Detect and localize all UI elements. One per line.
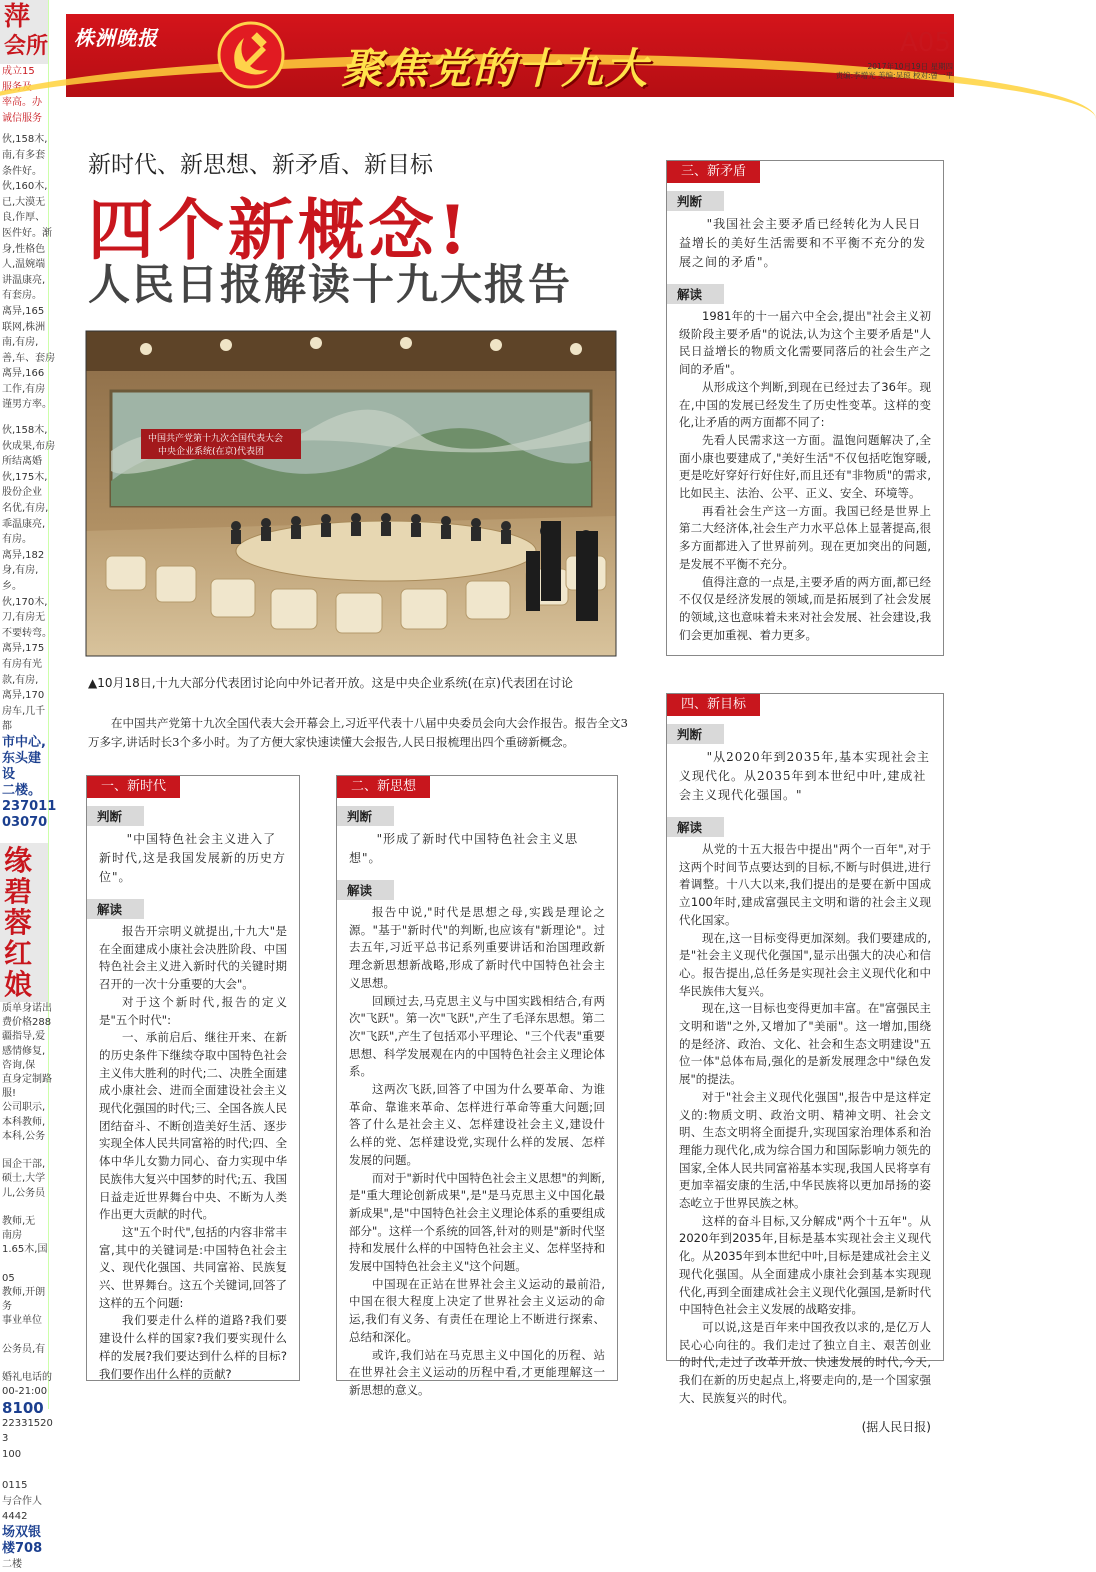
- ad-phone-2: 8100: [2, 1398, 44, 1417]
- source-credit: (据人民日报): [861, 1419, 931, 1434]
- ad-line: 成立15: [2, 66, 35, 77]
- news-photo: [86, 331, 616, 656]
- judge-text: "中国特色社会主义进入了新时代,这是我国发展新的历史方位"。: [99, 832, 286, 884]
- ad-line: 公务员,有: [2, 1343, 46, 1355]
- ad-line: 善,车、套房: [2, 352, 56, 364]
- ad-phone: 237011: [2, 798, 57, 814]
- ad-lines-d: [0, 1002, 52, 1400]
- ad-lines-e: [0, 1416, 53, 1525]
- ad-line: 房车,几千: [2, 705, 46, 717]
- body-paragraph: 现在,这一目标变得更加深刻。我们要建成的,是"社会主义现代化强国",显示出强大的决心和信心。报告提出,总任务是实现社会主义现代化和中华民族伟大复兴。: [679, 930, 931, 998]
- judge-text: "我国社会主要矛盾已经转化为人民日益增长的美好生活需要和不平衡不充分的发展之间的矛盾"。: [679, 217, 927, 269]
- body-paragraph: 中国现在正站在世界社会主义运动的最前沿,中国在很大程度上决定了世界社会主义运动的命运,我们有义务、有责任在理论上不断进行探索、总结和深化。: [349, 1276, 605, 1344]
- ad-line: 服!: [2, 1088, 17, 1100]
- header-banner: [66, 14, 954, 97]
- ad-line: 离异,165: [2, 305, 45, 317]
- ad-line: 伙,158木,: [2, 134, 48, 146]
- body-paragraph: 值得注意的一点是,主要矛盾的两方面,都已经不仅仅是经济发展的领域,而是拓展到了社会发展的领域,这也意味着未来对社会发展、社会建设,我们会更加重视、着力更多。: [679, 574, 931, 642]
- body-paragraph: 而对于"新时代中国特色社会主义思想"的判断,是"重大理论创新成果",是"是马克思主义中国化最新成果",是"中国特色社会主义理论体系的重要组成部分"。这样一个系统的回答,针对的则是"新时代坚持和发展什么样的中国特色社会主义、怎样坚持和发展中国特色社会主义"这个问题。: [349, 1170, 605, 1274]
- ad-line: 身,性格色: [2, 243, 46, 255]
- ad-line: 感情修复,: [2, 1045, 46, 1057]
- ad-line: 都: [2, 721, 12, 733]
- ad-line: 有房。: [2, 534, 32, 546]
- section-body: [667, 304, 943, 644]
- ad-line: 谨男方率。: [2, 399, 52, 411]
- interpret-label: 解读: [667, 817, 724, 837]
- body-paragraph: 这两次飞跃,回答了中国为什么要革命、为谁革命、靠谁来革命、怎样进行革命等重大问题;回答了什么是社会主义、怎样建设社会主义,建设什么样的党、怎样建设党,实现什么样的发展、怎样发展的问题。: [349, 1082, 605, 1167]
- ad-line: 名优,有房,: [2, 503, 49, 515]
- section-new-goal: [666, 693, 944, 1434]
- ad-line: 离异,175: [2, 643, 45, 655]
- interpret-label: 解读: [667, 284, 724, 304]
- ad-line: 良,作厚、: [2, 212, 46, 224]
- section-new-thought: [336, 775, 618, 1397]
- ad-line: 离异,170: [2, 690, 45, 702]
- ad-line: 与合作人: [2, 1495, 42, 1507]
- ad-line: 人,温婉端: [2, 259, 46, 271]
- body-paragraph: 现在,这一目标也变得更加丰富。在"富强民主文明和谐"之外,又增加了"美丽"。这一增加,围绕的是经济、政治、文化、社会和生态文明建设"五位一体"总体布局,强化的是新发展理念中"绿色发展"的提法。: [679, 1001, 931, 1087]
- ad-line: 刀,有房无: [2, 612, 46, 624]
- intro-paragraph: 在中国共产党第十九次全国代表大会开幕会上,习近平代表十八届中央委员会向大会作报告。报告全文3万多字,讲话时长3个多小时。为了方便大家快速读懂大会报告,人民日报梳理出四个重磅新概念。: [88, 716, 628, 749]
- ad-line: 所结离婚: [2, 456, 42, 468]
- ad-line: 事业单位: [2, 1315, 42, 1327]
- ad-line: 儿,公务员: [2, 1187, 46, 1199]
- body-paragraph: 我们要走什么样的道路?我们要建设什么样的国家?我们要实现什么样的发展?我们要达到什么样的目标?我们要作出什么样的贡献?: [99, 1313, 287, 1381]
- ad-line: 4442: [2, 1511, 28, 1523]
- body-paragraph: 报告开宗明义就提出,十九大"是在全面建成小康社会决胜阶段、中国特色社会主义进入新时代的关键时期召开的一次十分重要的大会"。: [99, 924, 287, 992]
- ad-line: 离异,166: [2, 368, 45, 380]
- ad-line: 教师,开朗: [2, 1287, 46, 1298]
- judge-text: "从2020年到2035年,基本实现社会主义现代化。从2035年到本世纪中叶,建成社会主义现代化强国。": [679, 750, 931, 802]
- ad-line: [2, 1357, 48, 1371]
- section-tag: 一、新时代: [87, 776, 180, 798]
- ad-line: 伙,158木,: [2, 425, 48, 437]
- ad-lines-b: [0, 132, 56, 413]
- ad-line: 05: [2, 1272, 15, 1284]
- ad-line: 直身定制路: [2, 1073, 52, 1085]
- ad-line: 服务及: [2, 81, 32, 93]
- ad-line: 乖温康亮,: [2, 518, 46, 530]
- section-tag: 三、新矛盾: [667, 161, 760, 183]
- body-paragraph: 报告中说,"时代是思想之母,实践是理论之源。"基于"新时代"的判断,也应该有"新理论"。过去五年,习近平总书记系列重要讲话和治国理政新理念新思想新战略,形成了新时代中国特色社会主义思想。: [349, 905, 605, 990]
- ad-line: [2, 1462, 48, 1478]
- ad-line: 诚信服务: [2, 112, 42, 124]
- ad-line: 伙成果,布房: [2, 440, 56, 452]
- ad-lines-c: [0, 423, 56, 735]
- ad-line: 款,有房,: [2, 674, 39, 686]
- left-ad-strip: 萍 会所 成立15 服务及 率高。办 诚信服务 伙,158木, 南,有多套 条件好。 伙,160木, 已,大漠无 良,作厚、 医件好。渐 身,性格色 人,温婉端 讲温康亮, 有套房。 离异,165 联网,株洲 南,有房, 善,车、套房 离异,166 工作,有房 谨男方率。 伙,158木, 伙成果,布房 所结离婚 伙,175木, 股份企业 名优,有房, 乖温康亮, 有房。 离异,182 身,有房, 乡。 伙,170木, 刀,有房无 不要转弯。 离异,175 有房有光 款,有房, 离异,170 房车,几千 都 市中心, 东头建设 二楼。 237011 03070 缘 碧蓉 红娘 质单身诺出 费价格288 疆指导,爱 感情修复, 咨询,保 直身定制路 服! 公司职示, 本科教师, 本科,公务 国企干部, 硕士,大学 儿,公务员 教师,无 南房 1.65木,国 05 教师,开朗 务 事业单位 公务员,有 婚礼电话的 00-21:00 8100 22331520 3 100 0115 与合作人 4442 场双银 楼708 二楼: [0, 0, 49, 1409]
- ad-line: 南,有房,: [2, 337, 39, 349]
- ad-line: 伙,175木,: [2, 471, 48, 483]
- section-body: [87, 919, 299, 1383]
- body-paragraph: 对于"社会主义现代化强国",报告中是这样定义的:物质文明、政治文明、精神文明、社会文明、生态文明将全面提升,实现国家治理体系和治理能力现代化,成为综合国力和国际影响力领先的国家,全体人民共同富裕基本实现,我国人民将享有更加幸福安康的生活,中华民族将以更加昂扬的姿态屹立于世界民族之林。: [679, 1089, 931, 1211]
- body-paragraph: 这样的奋斗目标,又分解成"两个十五年"。从2020年到2035年,目标是基本实现社会主义现代化。从2035年到本世纪中叶,目标是建成社会主义现代化强国。从全面建成小康社会到基本实现现代化,再到全面建成社会主义现代化强国,是新时代中国特色社会主义发展的战略安排。: [679, 1213, 931, 1317]
- ad-line: [2, 1144, 48, 1158]
- judge-label: 判断: [667, 191, 724, 211]
- ad-line: 硕士,大学: [2, 1173, 46, 1185]
- ad-line: 股份企业: [2, 487, 42, 499]
- body-paragraph: 回顾过去,马克思主义与中国实践相结合,有两次"飞跃"。第一次"飞跃",产生了毛泽东思想。第二次"飞跃",产生了包括邓小平理论、"三个代表"重要思想、科学发展观在内的中国特色社会主义理论体系。: [349, 993, 605, 1079]
- page-number: A05: [900, 28, 951, 58]
- body-paragraph: 1981年的十一届六中全会,提出"社会主义初级阶段主要矛盾"的说法,认为这个主要矛盾是"人民日益增长的物质文化需要同落后的社会生产之间的矛盾"。: [679, 309, 931, 377]
- ad-line: [2, 1201, 48, 1215]
- sub-headline: 人民日报解读十九大报告: [88, 260, 573, 309]
- main-headline: 四个新概念!: [88, 191, 471, 269]
- ad-line: 条件好。: [2, 165, 42, 177]
- judge-label: 判断: [337, 806, 394, 826]
- ad-line: 伙,170木,: [2, 596, 48, 608]
- body-paragraph: 这"五个时代",包括的内容非常丰富,其中的关键词是:中国特色社会主义、现代化强国、共同富裕、民族复兴、世界舞台。这五个关键词,回答了这样的五个问题:: [99, 1224, 287, 1310]
- ad-line: 公司职示,: [2, 1102, 46, 1114]
- section-body: [337, 900, 617, 1400]
- ad-line: 0115: [2, 1480, 28, 1491]
- ad-line: 离异,182: [2, 549, 45, 561]
- ad-line: 身,有房,: [2, 565, 39, 577]
- judge-label: 判断: [667, 724, 724, 744]
- header-meta: 2017年10月19日 星期四 责编:李增光 美编:吴琼 校对:曾一平: [835, 62, 953, 80]
- body-paragraph: 从党的十五大报告中提出"两个一百年",对于这两个时间节点要达到的目标,不断与时俱进,进行着调整。十八大以来,我们提出的是要在新中国成立100年时,建成富强民主文明和谐的社会主义现代化国家。: [679, 842, 931, 927]
- ad-line: 3: [2, 1433, 9, 1445]
- ad-line: 100: [2, 1448, 22, 1460]
- ad-line: 医件好。渐: [2, 227, 52, 239]
- body-paragraph: 或许,我们站在马克思主义中国化的历程、站在世界社会主义运动的历程中看,才更能理解这一新思想的意义。: [349, 1347, 605, 1397]
- ad-line: 教师,无: [2, 1215, 36, 1227]
- ad-line: 二楼: [2, 1558, 22, 1570]
- ad-line: 有套房。: [2, 290, 42, 302]
- ad-line: 已,大漠无: [2, 196, 46, 208]
- ad-line: 国企干部,: [2, 1159, 46, 1171]
- ad-line: 务: [2, 1301, 12, 1313]
- ad-line: 疆指导,爱: [2, 1031, 46, 1043]
- ad-title: 萍 会所: [0, 0, 48, 64]
- ad-line: 率高。办: [2, 97, 42, 109]
- ad-line: [2, 1258, 48, 1272]
- kicker-headline: 新时代、新思想、新矛盾、新目标: [88, 152, 433, 178]
- interpret-label: 解读: [337, 880, 394, 900]
- judge-label: 判断: [87, 806, 144, 826]
- ad-line: 费价格288: [2, 1017, 52, 1029]
- section-tag: 四、新目标: [667, 694, 760, 716]
- ad-line: 22331520: [2, 1417, 53, 1429]
- ad-address: 市中心,: [2, 734, 46, 750]
- section-new-era: [86, 775, 300, 1381]
- photo-banner-line1: 中国共产党第十九次全国代表大会: [148, 434, 284, 444]
- ad-line: 本科教师,: [2, 1116, 46, 1128]
- body-paragraph: 一、承前启后、继往开来、在新的历史条件下继续夺取中国特色社会主义伟大胜利的时代;二、决胜全面建成小康社会、进而全面建设社会主义现代化强国的时代;三、全国各族人民团结奋斗、不断创造美好生活、逐步实现全体人民共同富裕的时代;四、全体中华儿女勠力同心、奋力实现中华民族伟大复兴中国梦的时代;五、我国日益走近世界舞台中央、不断为人类作出更大贡献的时代。: [99, 1030, 287, 1222]
- ad-line: 南房: [2, 1230, 22, 1242]
- body-paragraph: 可以说,这是百年来中国孜孜以求的,是亿万人民心心向往的。我们走过了独立自主、艰苦创业的时代,走过了改革开放、快速发展的时代,今天,我们在新的历史起点上,将要走向的,是一个国家强大、民族复兴的时代。: [679, 1319, 931, 1405]
- ad-line: 婚礼电话的: [2, 1372, 52, 1384]
- ad-line: [2, 1329, 48, 1343]
- party-emblem-icon: [216, 20, 286, 90]
- ad-line: 1.65木,国: [2, 1244, 48, 1256]
- photo-caption: ▲10月18日,十九大部分代表团讨论向中外记者开放。这是中央企业系统(在京)代表团在讨论: [88, 676, 573, 690]
- body-paragraph: 再看社会生产这一方面。我国已经是世界上第二大经济体,社会生产力水平总体上显著提高,很多方面都进入了世界前列。现在更加突出的问题,是发展不平衡不充分。: [679, 503, 931, 571]
- section-body: [667, 837, 943, 1408]
- body-paragraph: 从形成这个判断,到现在已经过去了36年。现在,中国的发展已经发生了历史性变革。这样的变化,让矛盾的两方面都不同了:: [679, 379, 931, 430]
- ad-line: 讲温康亮,: [2, 274, 46, 286]
- ad-line: 伙,160木,: [2, 181, 48, 193]
- paper-logo: 株洲晚报: [74, 26, 158, 50]
- ad-line: 不要转弯。: [2, 627, 52, 639]
- ad-line: 00-21:00: [2, 1386, 48, 1398]
- ad-line: 有房有光: [2, 658, 42, 670]
- ad-line: 南,有多套: [2, 149, 46, 161]
- photo-banner-line2: 中央企业系统(在京)代表团: [158, 447, 265, 457]
- ad-line: 工作,有房: [2, 383, 46, 395]
- body-paragraph: 对于这个新时代,报告的定义是"五个时代":: [99, 994, 287, 1027]
- body-paragraph: 先看人民需求这一方面。温饱问题解决了,全面小康也要建成了,"美好生活"不仅包括吃饱穿暖,更是吃好穿好行好住好,而且还有"非物质"的需求,比如民主、法治、公平、正义、安全、环境等。: [679, 432, 931, 501]
- ad-line: 咨询,保: [2, 1059, 36, 1071]
- interpret-label: 解读: [87, 899, 144, 919]
- section-tag: 二、新思想: [337, 776, 430, 798]
- ad-line: 本科,公务: [2, 1130, 46, 1142]
- section-new-contradiction: [666, 160, 944, 656]
- judge-text: "形成了新时代中国特色社会主义思想"。: [349, 832, 579, 865]
- ad-line: 联网,株洲: [2, 321, 46, 333]
- ad-line: 乡。: [2, 581, 22, 592]
- ad-line: 质单身诺出: [2, 1002, 52, 1014]
- banner-title: 聚焦党的十九大: [341, 44, 650, 93]
- ad2-title: 缘 碧蓉 红娘: [0, 843, 48, 1002]
